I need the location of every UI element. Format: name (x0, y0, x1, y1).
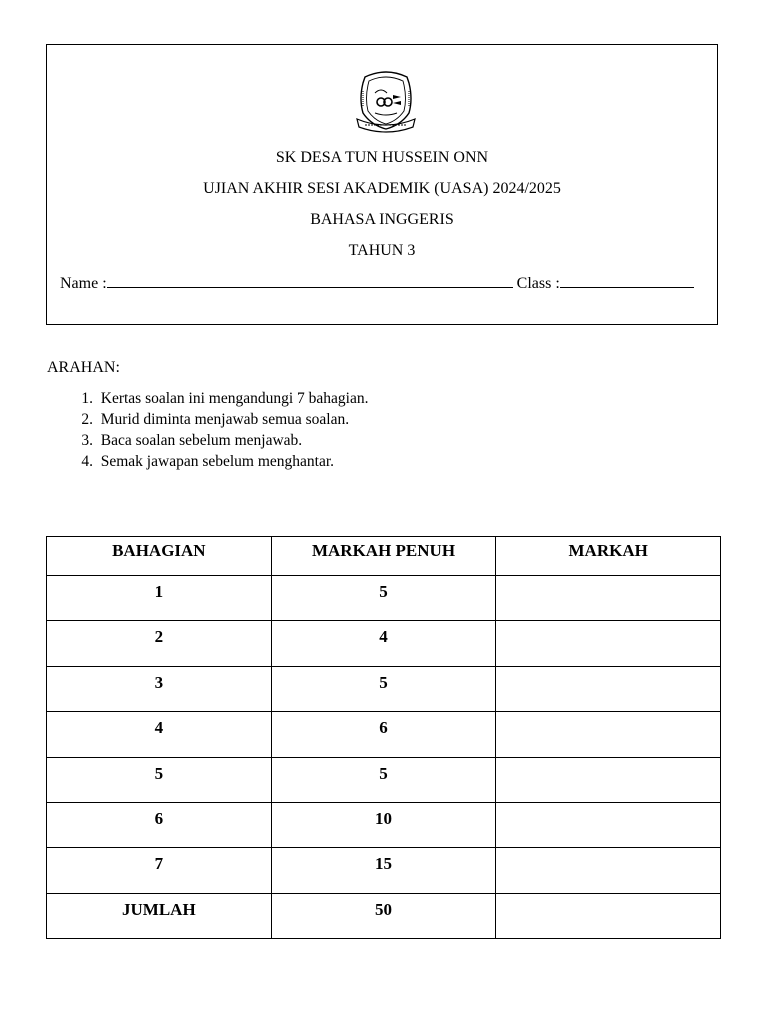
table-row (47, 712, 721, 757)
name-class-row (60, 273, 694, 293)
list-item: 1. Kertas soalan ini mengandungi 7 bahagian. (81, 390, 369, 407)
cell-markah[interactable] (496, 757, 721, 802)
table-row (47, 848, 721, 893)
list-item: 2. Murid diminta menjawab semua soalan. (81, 411, 350, 428)
header-box (46, 44, 718, 325)
class-label: Class : (516, 275, 560, 292)
cell-bahagian: 7 (47, 848, 272, 893)
name-field[interactable] (107, 273, 513, 288)
table-row-total (47, 893, 721, 938)
exam-title: UJIAN AKHIR SESI AKADEMIK (UASA) 2024/2025 (203, 180, 561, 197)
table-row (47, 802, 721, 847)
table-row (47, 576, 721, 621)
header-markah-penuh: MARKAH PENUH (271, 537, 496, 576)
header-markah: MARKAH (496, 537, 721, 576)
cell-jumlah-penuh: 50 (271, 893, 496, 938)
table-row (47, 757, 721, 802)
name-label: Name : (60, 275, 107, 292)
cell-jumlah-label: JUMLAH (47, 893, 272, 938)
table-header-row (47, 537, 721, 576)
marks-table (46, 536, 721, 939)
cell-markah[interactable] (496, 848, 721, 893)
cell-markah-penuh: 15 (271, 848, 496, 893)
cell-markah[interactable] (496, 802, 721, 847)
header-bahagian: BAHAGIAN (47, 537, 272, 576)
cell-markah[interactable] (496, 712, 721, 757)
table-row (47, 621, 721, 666)
cell-markah-penuh: 5 (271, 757, 496, 802)
cell-bahagian: 6 (47, 802, 272, 847)
instructions-list (47, 390, 368, 474)
class-field[interactable] (560, 273, 694, 288)
list-item: 3. Baca soalan sebelum menjawab. (81, 432, 303, 449)
year-title: TAHUN 3 (348, 242, 416, 259)
cell-bahagian: 2 (47, 621, 272, 666)
cell-bahagian: 5 (47, 757, 272, 802)
cell-bahagian: 1 (47, 576, 272, 621)
cell-markah[interactable] (496, 666, 721, 711)
school-crest-icon (351, 69, 421, 135)
cell-bahagian: 3 (47, 666, 272, 711)
instructions-title: ARAHAN: (47, 359, 120, 376)
cell-jumlah-markah[interactable] (496, 893, 721, 938)
table-row (47, 666, 721, 711)
cell-bahagian: 4 (47, 712, 272, 757)
list-item: 4. Semak jawapan sebelum menghantar. (81, 453, 335, 470)
cell-markah-penuh: 10 (271, 802, 496, 847)
cell-markah[interactable] (496, 621, 721, 666)
cell-markah-penuh: 6 (271, 712, 496, 757)
cell-markah-penuh: 5 (271, 576, 496, 621)
cell-markah[interactable] (496, 576, 721, 621)
school-name: SK DESA TUN HUSSEIN ONN (275, 149, 489, 166)
subject-title: BAHASA INGGERIS (310, 211, 454, 228)
cell-markah-penuh: 5 (271, 666, 496, 711)
cell-markah-penuh: 4 (271, 621, 496, 666)
